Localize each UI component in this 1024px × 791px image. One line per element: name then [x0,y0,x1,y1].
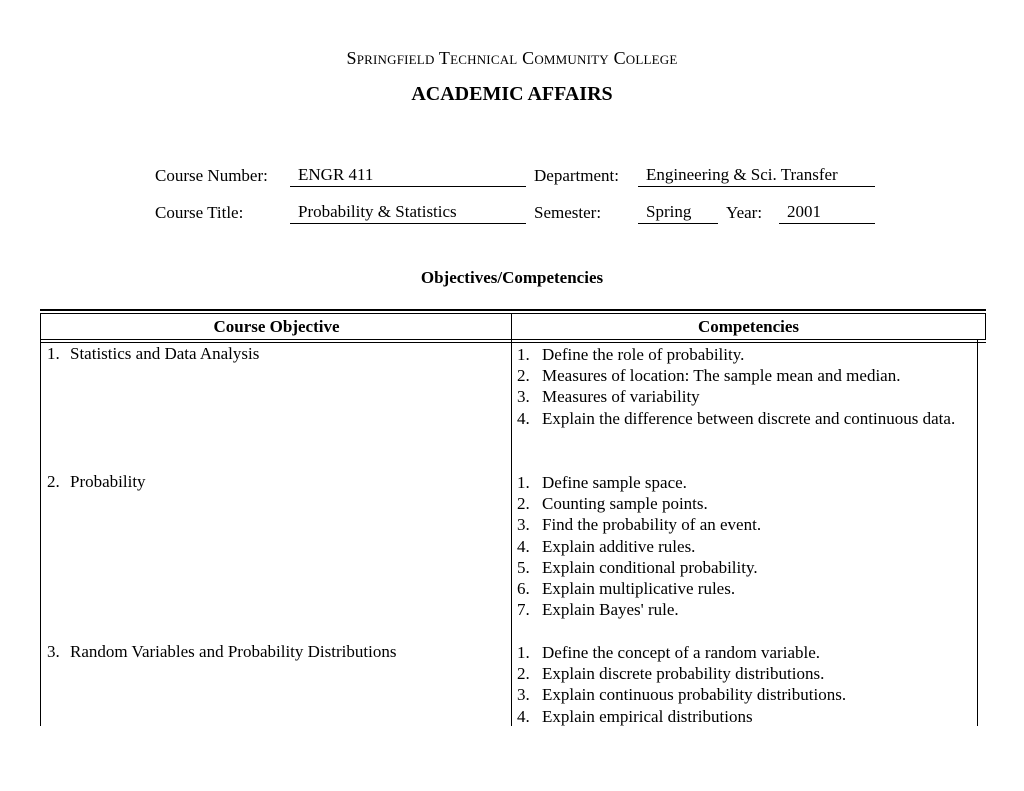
column-header-objective: Course Objective [213,317,340,336]
competency-list [517,472,967,620]
list-item: 6. Explain multiplicative rules. [517,579,736,599]
list-item: 2. Counting sample points. [517,494,708,514]
list-item: 2. Measures of location: The sample mean and median. [517,366,901,386]
table-row-objective [47,344,259,364]
column-divider [511,314,512,726]
section-title: Objectives/Competencies [420,268,604,287]
list-item: 1. Define the concept of a random variable. [517,643,821,662]
course-number-label: Course Number: [155,166,268,185]
list-item: 3. Find the probability of an event. [517,515,762,535]
objective-number: 1. [47,344,60,363]
competency-list [517,344,967,429]
list-item: 2. Explain discrete probability distributions. [517,664,825,684]
department-label: Department: [534,166,619,185]
table-left-border [40,340,41,726]
year-value: 2001 [779,202,875,224]
table-right-border [977,340,978,726]
list-item: 1. Define sample space. [517,473,687,492]
header-bottom-rule-inner [40,342,986,343]
list-item: 7. Explain Bayes' rule. [517,600,679,620]
course-number-value: ENGR 411 [290,165,526,187]
objective-number: 2. [47,472,60,491]
semester-value: Spring [638,202,718,224]
list-item: 4. Explain empirical distributions [517,706,753,726]
course-title-value: Probability & Statistics [290,202,526,224]
table-header-row [40,314,986,340]
department-value: Engineering & Sci. Transfer [638,165,875,187]
list-item: 5. Explain conditional probability. [517,557,758,577]
list-item: 4. Explain additive rules. [517,536,696,556]
list-item: 1. Define the role of probability. [517,345,745,364]
table-row-objective [47,642,396,662]
college-name: Springfield Technical Community College [346,48,678,68]
objective-text: Probability [70,472,146,491]
competency-list [517,642,967,727]
list-item: 3. Measures of variability [517,387,700,407]
column-header-competencies: Competencies [697,317,800,336]
list-item: 3. Explain continuous probability distributions. [517,685,847,705]
objective-text: Random Variables and Probability Distributions [70,642,397,661]
table-row-objective [47,472,146,492]
list-item: 4. Explain the difference between discrete and continuous data. [517,408,956,428]
semester-label: Semester: [534,203,602,222]
table-top-rule [40,309,986,311]
header-bottom-rule [40,339,986,340]
objective-text: Statistics and Data Analysis [70,344,260,363]
course-title-label: Course Title: [155,203,244,222]
objective-number: 3. [47,642,60,661]
year-label: Year: [726,203,763,222]
office-title: ACADEMIC AFFAIRS [411,83,613,105]
